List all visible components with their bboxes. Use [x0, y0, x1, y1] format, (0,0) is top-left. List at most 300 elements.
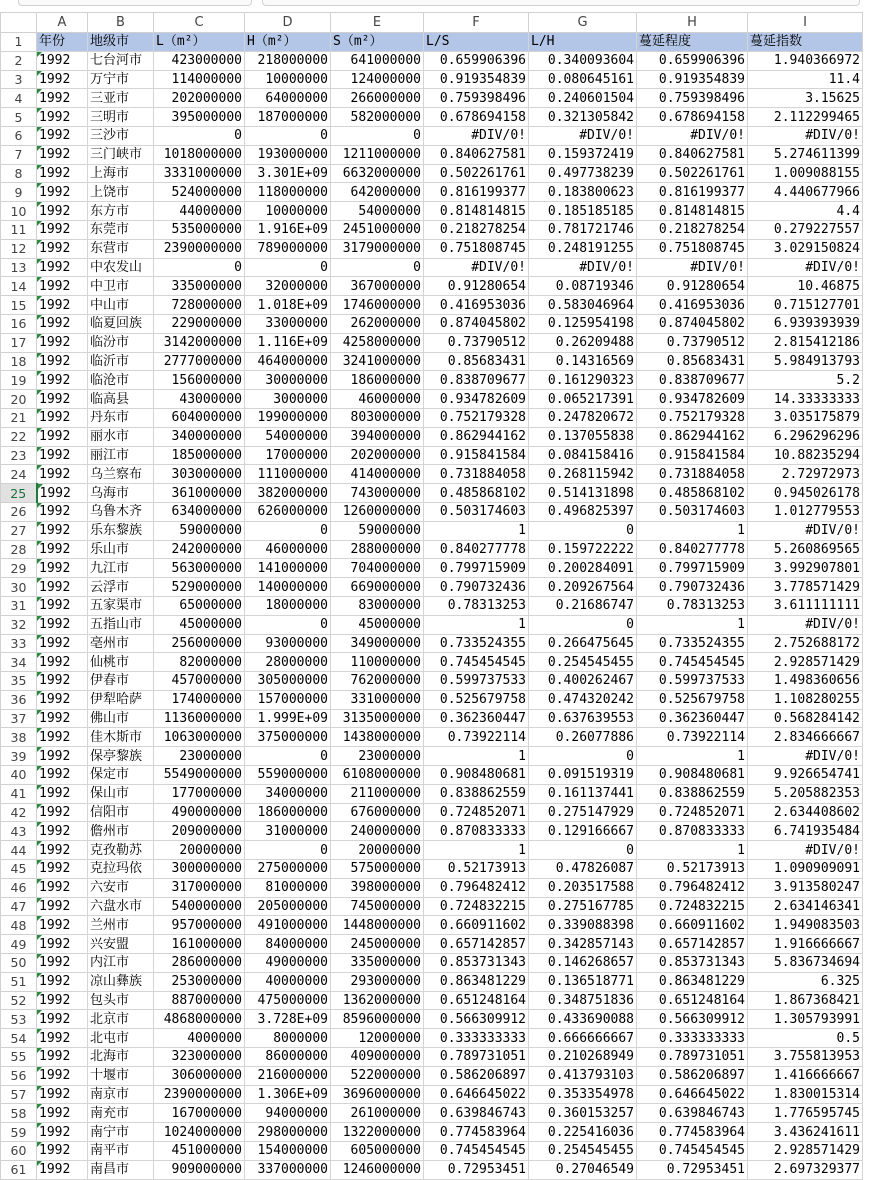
cell[interactable]: 30000000 — [245, 371, 331, 390]
cell[interactable]: 0.348751836 — [529, 991, 637, 1010]
cell[interactable]: 1992 — [37, 1029, 88, 1048]
cell[interactable]: 0.084158416 — [529, 446, 637, 465]
cell[interactable]: 0.863481229 — [637, 972, 748, 991]
cell[interactable]: 156000000 — [154, 371, 245, 390]
cell[interactable]: 1.018E+09 — [245, 296, 331, 315]
cell[interactable]: 三明市 — [88, 108, 154, 127]
cell[interactable]: 5.984913793 — [748, 352, 863, 371]
cell[interactable]: 0.52173913 — [637, 860, 748, 879]
cell[interactable]: 南京市 — [88, 1085, 154, 1104]
cell[interactable]: 9.926654741 — [748, 766, 863, 785]
cell[interactable]: 293000000 — [331, 972, 424, 991]
cell[interactable]: 4.4 — [748, 202, 863, 221]
cell[interactable]: 1992 — [37, 653, 88, 672]
cell[interactable]: 南昌市 — [88, 1160, 154, 1179]
cell[interactable]: 0 — [154, 258, 245, 277]
row-header[interactable]: 47 — [1, 897, 37, 916]
cell[interactable]: 佳木斯市 — [88, 728, 154, 747]
cell[interactable]: 4868000000 — [154, 1010, 245, 1029]
cell[interactable]: 0.78313253 — [424, 596, 529, 615]
cell[interactable]: 0.853731343 — [424, 954, 529, 973]
cell[interactable]: 522000000 — [331, 1066, 424, 1085]
cell[interactable]: 20000000 — [331, 841, 424, 860]
cell[interactable]: 0.724832215 — [637, 897, 748, 916]
header-cell[interactable]: H（m²） — [245, 33, 331, 52]
cell[interactable]: 0.339088398 — [529, 916, 637, 935]
cell[interactable]: 209000000 — [154, 822, 245, 841]
cell[interactable]: 包头市 — [88, 991, 154, 1010]
cell[interactable]: 187000000 — [245, 108, 331, 127]
cell[interactable]: 丽江市 — [88, 446, 154, 465]
cell[interactable]: 0.400262467 — [529, 672, 637, 691]
row-header[interactable]: 4 — [1, 89, 37, 108]
cell[interactable]: 0.496825397 — [529, 502, 637, 521]
cell[interactable]: 九江市 — [88, 559, 154, 578]
cell[interactable]: 1992 — [37, 484, 88, 503]
cell[interactable]: 亳州市 — [88, 634, 154, 653]
cell[interactable]: 内江市 — [88, 954, 154, 973]
cell[interactable]: 3.728E+09 — [245, 1010, 331, 1029]
cell[interactable]: 0.774583964 — [424, 1123, 529, 1142]
header-cell[interactable]: 地级市 — [88, 33, 154, 52]
cell[interactable]: 0.814814815 — [424, 202, 529, 221]
cell[interactable]: 0.870833333 — [424, 822, 529, 841]
cell[interactable]: 887000000 — [154, 991, 245, 1010]
cell[interactable]: 0.751808745 — [637, 239, 748, 258]
cell[interactable]: 三门峡市 — [88, 145, 154, 164]
cell[interactable]: 0.745454545 — [424, 1142, 529, 1161]
cell[interactable]: 0.646645022 — [424, 1085, 529, 1104]
cell[interactable]: 4.440677966 — [748, 183, 863, 202]
cell[interactable]: 1992 — [37, 935, 88, 954]
cell[interactable]: 641000000 — [331, 51, 424, 70]
cell[interactable]: 0.759398496 — [637, 89, 748, 108]
cell[interactable]: 0.268115942 — [529, 465, 637, 484]
row-header[interactable]: 19 — [1, 371, 37, 390]
cell[interactable]: 0.514131898 — [529, 484, 637, 503]
cell[interactable]: 0.360153257 — [529, 1104, 637, 1123]
cell[interactable]: 323000000 — [154, 1048, 245, 1067]
cell[interactable]: 0.840277778 — [637, 540, 748, 559]
cell[interactable]: 0.137055838 — [529, 427, 637, 446]
cell[interactable]: 0.908480681 — [637, 766, 748, 785]
header-cell[interactable]: L/S — [424, 33, 529, 52]
cell[interactable]: 七台河市 — [88, 51, 154, 70]
cell[interactable]: 1.940366972 — [748, 51, 863, 70]
cell[interactable]: 0.874045802 — [637, 314, 748, 333]
header-cell[interactable]: L/H — [529, 33, 637, 52]
cell[interactable]: 423000000 — [154, 51, 245, 70]
cell[interactable]: 0.210268949 — [529, 1048, 637, 1067]
row-header[interactable]: 31 — [1, 596, 37, 615]
cell[interactable]: 110000000 — [331, 653, 424, 672]
row-header[interactable]: 21 — [1, 408, 37, 427]
row-header[interactable]: 29 — [1, 559, 37, 578]
cell[interactable]: 0.125954198 — [529, 314, 637, 333]
cell[interactable]: 306000000 — [154, 1066, 245, 1085]
row-header[interactable]: 22 — [1, 427, 37, 446]
cell[interactable]: 5.205882353 — [748, 784, 863, 803]
column-header-g[interactable]: G — [529, 13, 637, 33]
row-header[interactable]: 36 — [1, 690, 37, 709]
cell[interactable]: 0.838862559 — [637, 784, 748, 803]
cell[interactable]: 1211000000 — [331, 145, 424, 164]
cell[interactable]: 94000000 — [245, 1104, 331, 1123]
cell[interactable]: 14.33333333 — [748, 390, 863, 409]
cell[interactable]: 0.321305842 — [529, 108, 637, 127]
cell[interactable]: 0.185185185 — [529, 202, 637, 221]
row-header[interactable]: 20 — [1, 390, 37, 409]
cell[interactable]: 167000000 — [154, 1104, 245, 1123]
cell[interactable]: 1992 — [37, 1085, 88, 1104]
cell[interactable]: 1322000000 — [331, 1123, 424, 1142]
cell[interactable]: 中卫市 — [88, 277, 154, 296]
cell[interactable]: 0.91280654 — [637, 277, 748, 296]
cell[interactable]: 6.939393939 — [748, 314, 863, 333]
cell[interactable]: 3.778571429 — [748, 578, 863, 597]
cell[interactable]: 3696000000 — [331, 1085, 424, 1104]
cell[interactable]: 186000000 — [331, 371, 424, 390]
cell[interactable]: 0.659906396 — [637, 51, 748, 70]
row-header[interactable]: 39 — [1, 747, 37, 766]
cell[interactable]: 0.065217391 — [529, 390, 637, 409]
column-header-f[interactable]: F — [424, 13, 529, 33]
cell[interactable]: 18000000 — [245, 596, 331, 615]
cell[interactable]: 乐山市 — [88, 540, 154, 559]
cell[interactable]: 199000000 — [245, 408, 331, 427]
cell[interactable]: 临汾市 — [88, 333, 154, 352]
cell[interactable]: 2.634408602 — [748, 803, 863, 822]
cell[interactable]: 414000000 — [331, 465, 424, 484]
cell[interactable]: 262000000 — [331, 314, 424, 333]
cell[interactable]: 242000000 — [154, 540, 245, 559]
cell[interactable]: 0.218278254 — [637, 220, 748, 239]
cell[interactable]: 0.745454545 — [424, 653, 529, 672]
cell[interactable]: 0.678694158 — [424, 108, 529, 127]
cell[interactable]: 1992 — [37, 954, 88, 973]
row-header[interactable]: 32 — [1, 615, 37, 634]
header-cell[interactable]: 蔓延程度 — [637, 33, 748, 52]
cell[interactable]: 0.862944162 — [637, 427, 748, 446]
cell[interactable]: 0.566309912 — [637, 1010, 748, 1029]
cell[interactable]: 575000000 — [331, 860, 424, 879]
cell[interactable]: 0.586206897 — [424, 1066, 529, 1085]
cell[interactable]: 0 — [245, 126, 331, 145]
row-header[interactable]: 28 — [1, 540, 37, 559]
cell[interactable]: 382000000 — [245, 484, 331, 503]
cell[interactable]: 44000000 — [154, 202, 245, 221]
cell[interactable]: 六安市 — [88, 878, 154, 897]
cell[interactable]: 临夏回族 — [88, 314, 154, 333]
cell[interactable]: 0.796482412 — [424, 878, 529, 897]
cell[interactable]: 634000000 — [154, 502, 245, 521]
cell[interactable]: 0.840627581 — [424, 145, 529, 164]
cell[interactable]: 317000000 — [154, 878, 245, 897]
cell[interactable]: 0 — [245, 521, 331, 540]
cell[interactable]: 临沧市 — [88, 371, 154, 390]
cell[interactable]: 0.863481229 — [424, 972, 529, 991]
cell[interactable]: 伊春市 — [88, 672, 154, 691]
row-header[interactable]: 11 — [1, 220, 37, 239]
cell[interactable]: 5.836734694 — [748, 954, 863, 973]
cell[interactable]: 乌兰察布 — [88, 465, 154, 484]
cell[interactable]: 0 — [245, 747, 331, 766]
cell[interactable]: #DIV/0! — [529, 126, 637, 145]
cell[interactable]: 云浮市 — [88, 578, 154, 597]
cell[interactable]: 3.301E+09 — [245, 164, 331, 183]
cell[interactable]: 0.129166667 — [529, 822, 637, 841]
cell[interactable]: 49000000 — [245, 954, 331, 973]
cell[interactable]: 1.916666667 — [748, 935, 863, 954]
cell[interactable]: 1992 — [37, 164, 88, 183]
cell[interactable]: 1.090909091 — [748, 860, 863, 879]
cell[interactable]: 245000000 — [331, 935, 424, 954]
cell[interactable]: 0.840627581 — [637, 145, 748, 164]
cell[interactable]: 375000000 — [245, 728, 331, 747]
cell[interactable]: 1.012779553 — [748, 502, 863, 521]
cell[interactable]: 464000000 — [245, 352, 331, 371]
cell[interactable]: 0.799715909 — [424, 559, 529, 578]
cell[interactable]: 240000000 — [331, 822, 424, 841]
cell[interactable]: 0.72953451 — [424, 1160, 529, 1179]
column-header-h[interactable]: H — [637, 13, 748, 33]
cell[interactable]: 2777000000 — [154, 352, 245, 371]
cell[interactable]: 0.731884058 — [637, 465, 748, 484]
cell[interactable]: 1063000000 — [154, 728, 245, 747]
cell[interactable]: 335000000 — [154, 277, 245, 296]
cell[interactable]: 临沂市 — [88, 352, 154, 371]
cell[interactable]: 0.799715909 — [637, 559, 748, 578]
row-header[interactable]: 38 — [1, 728, 37, 747]
cell[interactable]: 745000000 — [331, 897, 424, 916]
cell[interactable]: 3000000 — [245, 390, 331, 409]
cell[interactable]: 5.260869565 — [748, 540, 863, 559]
row-header[interactable]: 25 — [1, 484, 37, 503]
cell[interactable]: 1992 — [37, 277, 88, 296]
cell[interactable]: 0.47826087 — [529, 860, 637, 879]
cell[interactable]: 1992 — [37, 596, 88, 615]
cell[interactable]: 4000000 — [154, 1029, 245, 1048]
cell[interactable]: 676000000 — [331, 803, 424, 822]
cell[interactable]: 154000000 — [245, 1142, 331, 1161]
cell[interactable]: 1992 — [37, 502, 88, 521]
cell[interactable]: 0.433690088 — [529, 1010, 637, 1029]
cell[interactable]: 0.639846743 — [424, 1104, 529, 1123]
cell[interactable]: 1992 — [37, 709, 88, 728]
cell[interactable]: 1.776595745 — [748, 1104, 863, 1123]
cell[interactable]: 0.715127701 — [748, 296, 863, 315]
cell[interactable]: 1992 — [37, 1160, 88, 1179]
cell[interactable]: 1.009088155 — [748, 164, 863, 183]
cell[interactable]: 10.46875 — [748, 277, 863, 296]
cell[interactable]: 0 — [154, 126, 245, 145]
cell[interactable]: 0.566309912 — [424, 1010, 529, 1029]
cell[interactable]: 524000000 — [154, 183, 245, 202]
cell[interactable]: 1992 — [37, 446, 88, 465]
cell[interactable]: 0.485868102 — [637, 484, 748, 503]
cell[interactable]: 604000000 — [154, 408, 245, 427]
cell[interactable]: 59000000 — [154, 521, 245, 540]
cell[interactable]: 2390000000 — [154, 1085, 245, 1104]
cell[interactable]: 394000000 — [331, 427, 424, 446]
cell[interactable]: 儋州市 — [88, 822, 154, 841]
cell[interactable]: 南充市 — [88, 1104, 154, 1123]
cell[interactable]: 11.4 — [748, 70, 863, 89]
cell[interactable]: 1992 — [37, 672, 88, 691]
cell[interactable]: #DIV/0! — [637, 258, 748, 277]
cell[interactable]: 1992 — [37, 521, 88, 540]
cell[interactable]: 1024000000 — [154, 1123, 245, 1142]
cell[interactable]: 东莞市 — [88, 220, 154, 239]
cell[interactable]: 0.27046549 — [529, 1160, 637, 1179]
row-header[interactable]: 26 — [1, 502, 37, 521]
cell[interactable]: 0.503174603 — [424, 502, 529, 521]
cell[interactable]: 中农发山 — [88, 258, 154, 277]
cell[interactable]: 202000000 — [154, 89, 245, 108]
cell[interactable]: 535000000 — [154, 220, 245, 239]
cell[interactable]: 0.091519319 — [529, 766, 637, 785]
cell[interactable]: 0.646645022 — [637, 1085, 748, 1104]
cell[interactable]: 59000000 — [331, 521, 424, 540]
cell[interactable]: 205000000 — [245, 897, 331, 916]
cell[interactable]: 6632000000 — [331, 164, 424, 183]
cell[interactable]: 0.73790512 — [637, 333, 748, 352]
cell[interactable]: 563000000 — [154, 559, 245, 578]
cell[interactable]: 3331000000 — [154, 164, 245, 183]
cell[interactable]: 0.870833333 — [637, 822, 748, 841]
cell[interactable]: 28000000 — [245, 653, 331, 672]
cell[interactable]: 305000000 — [245, 672, 331, 691]
toolbar-tab-left[interactable] — [18, 0, 252, 6]
cell[interactable]: 1992 — [37, 822, 88, 841]
cell[interactable]: 529000000 — [154, 578, 245, 597]
cell[interactable]: 23000000 — [154, 747, 245, 766]
cell[interactable]: 23000000 — [331, 747, 424, 766]
cell[interactable]: 398000000 — [331, 878, 424, 897]
cell[interactable]: #DIV/0! — [748, 841, 863, 860]
cell[interactable]: 1992 — [37, 1010, 88, 1029]
row-header[interactable]: 60 — [1, 1142, 37, 1161]
cell[interactable]: 临高县 — [88, 390, 154, 409]
cell[interactable]: 0.85683431 — [637, 352, 748, 371]
cell[interactable]: 1992 — [37, 296, 88, 315]
cell[interactable]: 0.752179328 — [637, 408, 748, 427]
cell[interactable]: 6.325 — [748, 972, 863, 991]
cell[interactable]: #DIV/0! — [748, 615, 863, 634]
row-header[interactable]: 12 — [1, 239, 37, 258]
cell[interactable]: 丽水市 — [88, 427, 154, 446]
cell[interactable]: 45000000 — [331, 615, 424, 634]
column-header-a[interactable]: A — [37, 13, 88, 33]
cell[interactable]: 兴安盟 — [88, 935, 154, 954]
cell[interactable]: 0 — [529, 841, 637, 860]
cell[interactable]: 0.342857143 — [529, 935, 637, 954]
cell[interactable]: 0.183800623 — [529, 183, 637, 202]
cell[interactable]: 84000000 — [245, 935, 331, 954]
cell[interactable]: 0.733524355 — [424, 634, 529, 653]
row-header[interactable]: 34 — [1, 653, 37, 672]
cell[interactable]: 0.789731051 — [424, 1048, 529, 1067]
cell[interactable]: 3135000000 — [331, 709, 424, 728]
cell[interactable]: 8596000000 — [331, 1010, 424, 1029]
cell[interactable]: 582000000 — [331, 108, 424, 127]
cell[interactable]: 0.5 — [748, 1029, 863, 1048]
row-header[interactable]: 41 — [1, 784, 37, 803]
cell[interactable]: 4258000000 — [331, 333, 424, 352]
cell[interactable]: 3.029150824 — [748, 239, 863, 258]
cell[interactable]: 1 — [637, 615, 748, 634]
cell[interactable]: 南宁市 — [88, 1123, 154, 1142]
cell[interactable]: 3.992907801 — [748, 559, 863, 578]
cell[interactable]: 0.657142857 — [424, 935, 529, 954]
cell[interactable]: 2.815412186 — [748, 333, 863, 352]
cell[interactable]: 1992 — [37, 615, 88, 634]
cell[interactable]: 65000000 — [154, 596, 245, 615]
cell[interactable]: 1.949083503 — [748, 916, 863, 935]
cell[interactable]: 0.209267564 — [529, 578, 637, 597]
cell[interactable]: 0.218278254 — [424, 220, 529, 239]
cell[interactable]: 0.745454545 — [637, 1142, 748, 1161]
cell[interactable]: 0.814814815 — [637, 202, 748, 221]
cell[interactable]: 1992 — [37, 860, 88, 879]
cell[interactable]: 0.781721746 — [529, 220, 637, 239]
cell[interactable]: 0.862944162 — [424, 427, 529, 446]
cell[interactable]: 1018000000 — [154, 145, 245, 164]
cell[interactable]: 0.790732436 — [637, 578, 748, 597]
cell[interactable]: 361000000 — [154, 484, 245, 503]
cell[interactable]: 0.279227557 — [748, 220, 863, 239]
row-header[interactable]: 59 — [1, 1123, 37, 1142]
cell[interactable]: 177000000 — [154, 784, 245, 803]
cell[interactable]: 丹东市 — [88, 408, 154, 427]
cell[interactable]: 218000000 — [245, 51, 331, 70]
cell[interactable]: 1992 — [37, 202, 88, 221]
cell[interactable]: 0.752179328 — [424, 408, 529, 427]
cell[interactable]: 1992 — [37, 220, 88, 239]
cell[interactable]: 367000000 — [331, 277, 424, 296]
cell[interactable]: 1992 — [37, 1104, 88, 1123]
row-header[interactable]: 58 — [1, 1104, 37, 1123]
cell[interactable]: #DIV/0! — [748, 126, 863, 145]
cell[interactable]: 1.305793991 — [748, 1010, 863, 1029]
cell[interactable]: 1992 — [37, 728, 88, 747]
cell[interactable]: 0.485868102 — [424, 484, 529, 503]
cell[interactable]: 0.934782609 — [637, 390, 748, 409]
row-header[interactable]: 50 — [1, 954, 37, 973]
cell[interactable]: 0.919354839 — [424, 70, 529, 89]
cell[interactable]: 395000000 — [154, 108, 245, 127]
cell[interactable]: 626000000 — [245, 502, 331, 521]
cell[interactable]: 0.21686747 — [529, 596, 637, 615]
cell[interactable]: 0.275167785 — [529, 897, 637, 916]
cell[interactable]: 0 — [245, 615, 331, 634]
cell[interactable]: 559000000 — [245, 766, 331, 785]
cell[interactable]: 728000000 — [154, 296, 245, 315]
cell[interactable]: 1992 — [37, 333, 88, 352]
cell[interactable]: 31000000 — [245, 822, 331, 841]
cell[interactable]: 1 — [637, 841, 748, 860]
cell[interactable]: 1992 — [37, 390, 88, 409]
cell[interactable]: 1.916E+09 — [245, 220, 331, 239]
cell[interactable]: 0.733524355 — [637, 634, 748, 653]
cell[interactable]: 86000000 — [245, 1048, 331, 1067]
cell[interactable]: 0.660911602 — [637, 916, 748, 935]
cell[interactable]: 669000000 — [331, 578, 424, 597]
cell[interactable]: 0.583046964 — [529, 296, 637, 315]
row-header[interactable]: 40 — [1, 766, 37, 785]
cell[interactable]: 0.416953036 — [424, 296, 529, 315]
cell[interactable]: 17000000 — [245, 446, 331, 465]
